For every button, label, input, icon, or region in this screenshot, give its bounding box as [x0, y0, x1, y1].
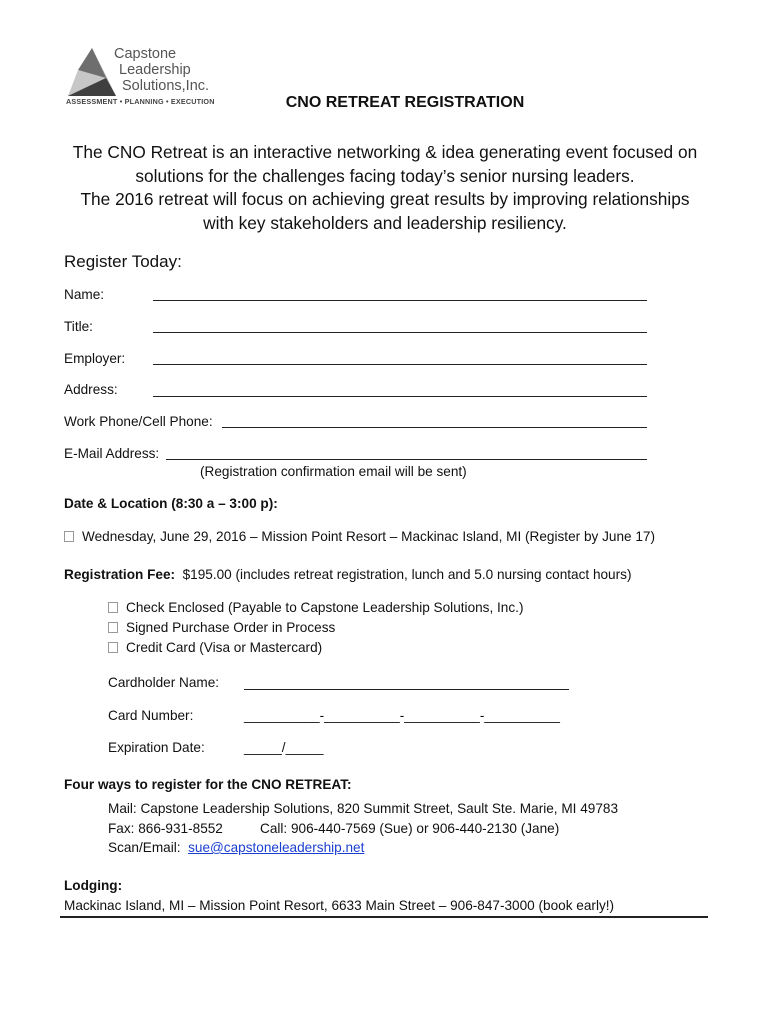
payment-option-label: Check Enclosed (Payable to Capstone Leadership Solutions, Inc.): [126, 600, 524, 615]
card-number-field[interactable]: __________-__________-__________-__________: [244, 708, 560, 723]
phone-field[interactable]: [222, 427, 647, 428]
logo-text-line1: Capstone: [114, 46, 177, 62]
date-checkbox[interactable]: [64, 531, 74, 542]
intro-line: The 2016 retreat will focus on achieving great results by improving relationships: [80, 189, 690, 209]
payment-option-check: [108, 600, 523, 615]
payment-option-card: [108, 640, 322, 655]
email-link[interactable]: sue@capstoneleadership.net: [188, 840, 365, 855]
date-option: [64, 529, 655, 544]
ways-mail: Mail: Capstone Leadership Solutions, 820 Summit Street, Sault Ste. Marie, MI 49783: [108, 801, 619, 816]
date-location-heading: Date & Location (8:30 a – 3:00 p):: [64, 496, 278, 511]
lodging-text: Mackinac Island, MI – Mission Point Resort, 6633 Main Street – 906-847-3000 (book early!): [64, 898, 615, 913]
register-today-heading: Register Today:: [64, 252, 182, 271]
cardholder-label: Cardholder Name:: [108, 675, 220, 690]
name-field[interactable]: [153, 300, 647, 301]
address-field[interactable]: [153, 396, 647, 397]
purchase-order-checkbox[interactable]: [108, 622, 118, 633]
payment-option-po: [108, 620, 335, 635]
title-field[interactable]: [153, 332, 647, 333]
expiration-field[interactable]: _____/_____: [244, 740, 324, 755]
card-number-label: Card Number:: [108, 708, 194, 723]
ways-call: Call: 906-440-7569 (Sue) or 906-440-2130 (Jane): [260, 821, 560, 836]
page-title: CNO RETREAT REGISTRATION: [285, 94, 525, 111]
payment-option-label: Signed Purchase Order in Process: [126, 620, 336, 635]
bottom-divider: [60, 916, 708, 918]
triangle-logo-icon: [66, 48, 116, 96]
title-label: Title:: [64, 319, 93, 334]
email-field[interactable]: [166, 459, 647, 460]
email-note: (Registration confirmation email will be sent): [200, 464, 467, 479]
logo-tagline: ASSESSMENT • PLANNING • EXECUTION: [66, 97, 215, 106]
ways-scan: [108, 840, 364, 855]
employer-field[interactable]: [153, 364, 647, 365]
cardholder-field[interactable]: [244, 689, 569, 690]
employer-label: Employer:: [64, 351, 126, 366]
name-label: Name:: [64, 287, 105, 302]
ways-heading: Four ways to register for the CNO RETREAT:: [64, 777, 352, 792]
phone-label: Work Phone/Cell Phone:: [64, 414, 213, 429]
scan-email-label: Scan/Email:: [108, 840, 181, 855]
intro-line: The CNO Retreat is an interactive networking & idea generating event focused on: [72, 142, 698, 162]
intro-line: with key stakeholders and leadership resiliency.: [203, 212, 567, 233]
ways-fax: Fax: 866-931-8552: [108, 821, 223, 836]
registration-fee: [64, 567, 631, 582]
lodging-heading: Lodging:: [64, 878, 123, 893]
credit-card-checkbox[interactable]: [108, 642, 118, 653]
payment-option-label: Credit Card (Visa or Mastercard): [126, 640, 323, 655]
check-enclosed-checkbox[interactable]: [108, 602, 118, 613]
email-label: E-Mail Address:: [64, 446, 160, 461]
fee-label: Registration Fee:: [64, 567, 176, 582]
address-label: Address:: [64, 382, 118, 397]
logo-text-line2: Leadership: [119, 62, 191, 78]
expiration-label: Expiration Date:: [108, 740, 205, 755]
fee-text: $195.00 (includes retreat registration, lunch and 5.0 nursing contact hours): [182, 567, 632, 582]
intro-line: solutions for the challenges facing today’s senior nursing leaders.: [135, 165, 635, 186]
intro-paragraph: [0, 141, 770, 235]
logo-text-line3: Solutions,Inc.: [122, 78, 210, 94]
date-option-label: Wednesday, June 29, 2016 – Mission Point Resort – Mackinac Island, MI (Register by June 17): [82, 529, 655, 544]
